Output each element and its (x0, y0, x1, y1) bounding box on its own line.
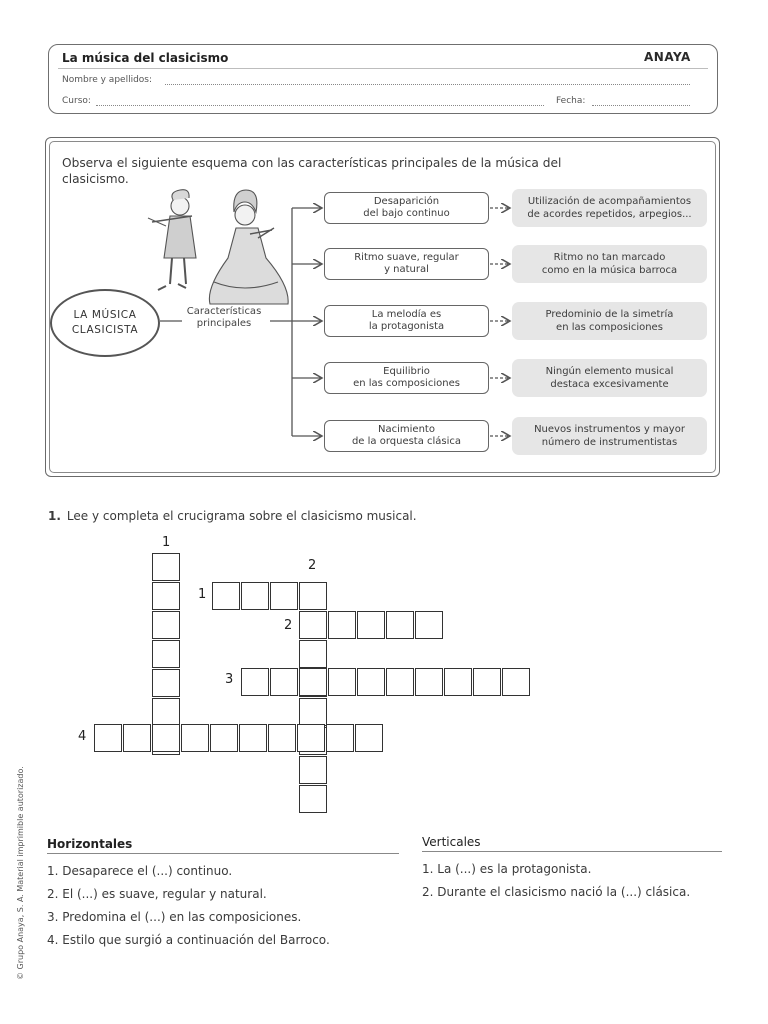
detail-box (512, 417, 707, 455)
crossword-cell-h3[interactable] (444, 668, 472, 696)
detail-line-1: Utilización de acompañamientos (527, 196, 692, 207)
clue-number-h4: 4 (78, 729, 87, 744)
crossword-cell-h1[interactable] (270, 582, 298, 610)
copyright-notice: © Grupo Anaya, S. A. Material imprimible autorizado. (16, 766, 25, 980)
horizontal-clue: 4. Estilo que surgió a continuación del Barroco. (47, 933, 330, 947)
crossword-cell-v1[interactable] (152, 669, 180, 697)
feature-line-1: Ritmo suave, regular (354, 252, 459, 263)
detail-box (512, 359, 707, 397)
feature-line-2: la protagonista (368, 321, 445, 332)
crossword-cell-h2[interactable] (328, 611, 356, 639)
crossword-cell-h1[interactable] (241, 582, 269, 610)
detail-line-2: en las composiciones (556, 322, 663, 333)
feature-box (324, 420, 489, 452)
feature-box (324, 305, 489, 337)
crossword-cell-h3[interactable] (357, 668, 385, 696)
crossword-cell-v2[interactable] (299, 785, 327, 813)
crossword-cell-h2[interactable] (357, 611, 385, 639)
crossword-cell-h4[interactable] (152, 724, 180, 752)
feature-line-2: y natural (384, 264, 429, 275)
detail-line-1: Ritmo no tan marcado (553, 252, 666, 263)
feature-line-1: Desaparición (373, 196, 440, 207)
horizontal-clue: 3. Predomina el (...) en las composiciones. (47, 910, 302, 924)
central-concept-oval (50, 289, 160, 357)
detail-line-2: número de instrumentistas (541, 437, 678, 448)
crossword-cell-h4[interactable] (123, 724, 151, 752)
publisher-logo: ANAYA (644, 50, 691, 64)
crossword-cell-h1[interactable] (212, 582, 240, 610)
detail-box (512, 245, 707, 283)
crossword-cell-h4[interactable] (355, 724, 383, 752)
clue-number-h1: 1 (198, 587, 207, 602)
clue-number-h3: 3 (225, 672, 234, 687)
detail-line-1: Ningún elemento musical (545, 366, 674, 377)
detail-box (512, 189, 707, 227)
crossword-cell-h3[interactable] (415, 668, 443, 696)
crossword-cell-h4[interactable] (210, 724, 238, 752)
crossword-cell-h3[interactable] (473, 668, 501, 696)
crossword-cell-v2[interactable] (299, 640, 327, 668)
horizontal-clues-title: Horizontales (47, 837, 133, 851)
characteristics-label (176, 306, 272, 330)
crossword-cell-h4[interactable] (268, 724, 296, 752)
crossword-cell-v1[interactable] (152, 640, 180, 668)
clue-number-v1: 1 (162, 535, 171, 550)
crossword-cell-v1[interactable] (152, 698, 180, 726)
crossword-cell-h3[interactable] (328, 668, 356, 696)
exercise-text: Lee y completa el crucigrama sobre el clasicismo musical. (66, 509, 417, 523)
vertical-clues-title: Verticales (422, 835, 481, 849)
crossword-cell-h3[interactable] (386, 668, 414, 696)
feature-line-1: Equilibrio (383, 366, 430, 377)
musicians-illustration (148, 190, 288, 304)
feature-box (324, 362, 489, 394)
crossword-cell-v2[interactable] (299, 698, 327, 726)
crossword-cell-h2[interactable] (299, 611, 327, 639)
detail-box (512, 302, 707, 340)
exercise-instruction (48, 509, 417, 523)
crossword-cell-h3[interactable] (270, 668, 298, 696)
detail-line-1: Nuevos instrumentos y mayor (534, 424, 685, 435)
clue-number-h2: 2 (284, 618, 293, 633)
oval-line-2: CLASICISTA (71, 324, 139, 336)
detail-line-1: Predominio de la simetría (545, 309, 674, 320)
course-label: Curso: (62, 96, 91, 106)
feature-box (324, 248, 489, 280)
feature-line-2: de la orquesta clásica (351, 436, 462, 447)
crossword-cell-h2[interactable] (415, 611, 443, 639)
feature-box (324, 192, 489, 224)
worksheet-title: La música del clasicismo (62, 51, 229, 65)
exercise-number: 1. (48, 509, 61, 523)
detail-line-2: destaca excesivamente (550, 379, 669, 390)
crossword-cell-h4[interactable] (297, 724, 325, 752)
detail-line-2: como en la música barroca (541, 265, 678, 276)
crossword-cell-v1[interactable] (152, 611, 180, 639)
name-label: Nombre y apellidos: (62, 75, 153, 85)
horizontal-clues-divider (47, 853, 399, 854)
vertical-clues-divider (422, 851, 722, 852)
date-label: Fecha: (556, 96, 586, 106)
scheme-intro: Observa el siguiente esquema con las características principales de la música del clasicismo. (62, 156, 562, 186)
crossword-cell-h2[interactable] (386, 611, 414, 639)
clue-number-v2: 2 (308, 558, 317, 573)
crossword-cell-h4[interactable] (181, 724, 209, 752)
feature-line-1: Nacimiento (378, 424, 435, 435)
characteristics-line-2: principales (196, 318, 252, 329)
crossword-cell-h4[interactable] (94, 724, 122, 752)
feature-line-2: del bajo continuo (363, 208, 450, 219)
feature-line-2: en las composiciones (353, 378, 460, 389)
characteristics-line-1: Características (186, 306, 262, 317)
crossword-cell-h4[interactable] (239, 724, 267, 752)
detail-line-2: de acordes repetidos, arpegios... (527, 209, 692, 220)
horizontal-clue: 2. El (...) es suave, regular y natural. (47, 887, 267, 901)
crossword-cell-h4[interactable] (326, 724, 354, 752)
vertical-clue: 1. La (...) es la protagonista. (422, 862, 592, 876)
crossword-cell-h3[interactable] (502, 668, 530, 696)
crossword-cell-h3[interactable] (241, 668, 269, 696)
vertical-clue: 2. Durante el clasicismo nació la (...) clásica. (422, 885, 691, 899)
crossword-cell-h3[interactable] (299, 668, 327, 696)
crossword-cell-v1[interactable] (152, 582, 180, 610)
oval-line-1: LA MÚSICA (73, 309, 137, 321)
crossword-cell-h1[interactable] (299, 582, 327, 610)
feature-line-1: La melodía es (371, 309, 442, 320)
horizontal-clue: 1. Desaparece el (...) continuo. (47, 864, 233, 878)
crossword-cell-v2[interactable] (299, 756, 327, 784)
crossword-cell-v1[interactable] (152, 553, 180, 581)
